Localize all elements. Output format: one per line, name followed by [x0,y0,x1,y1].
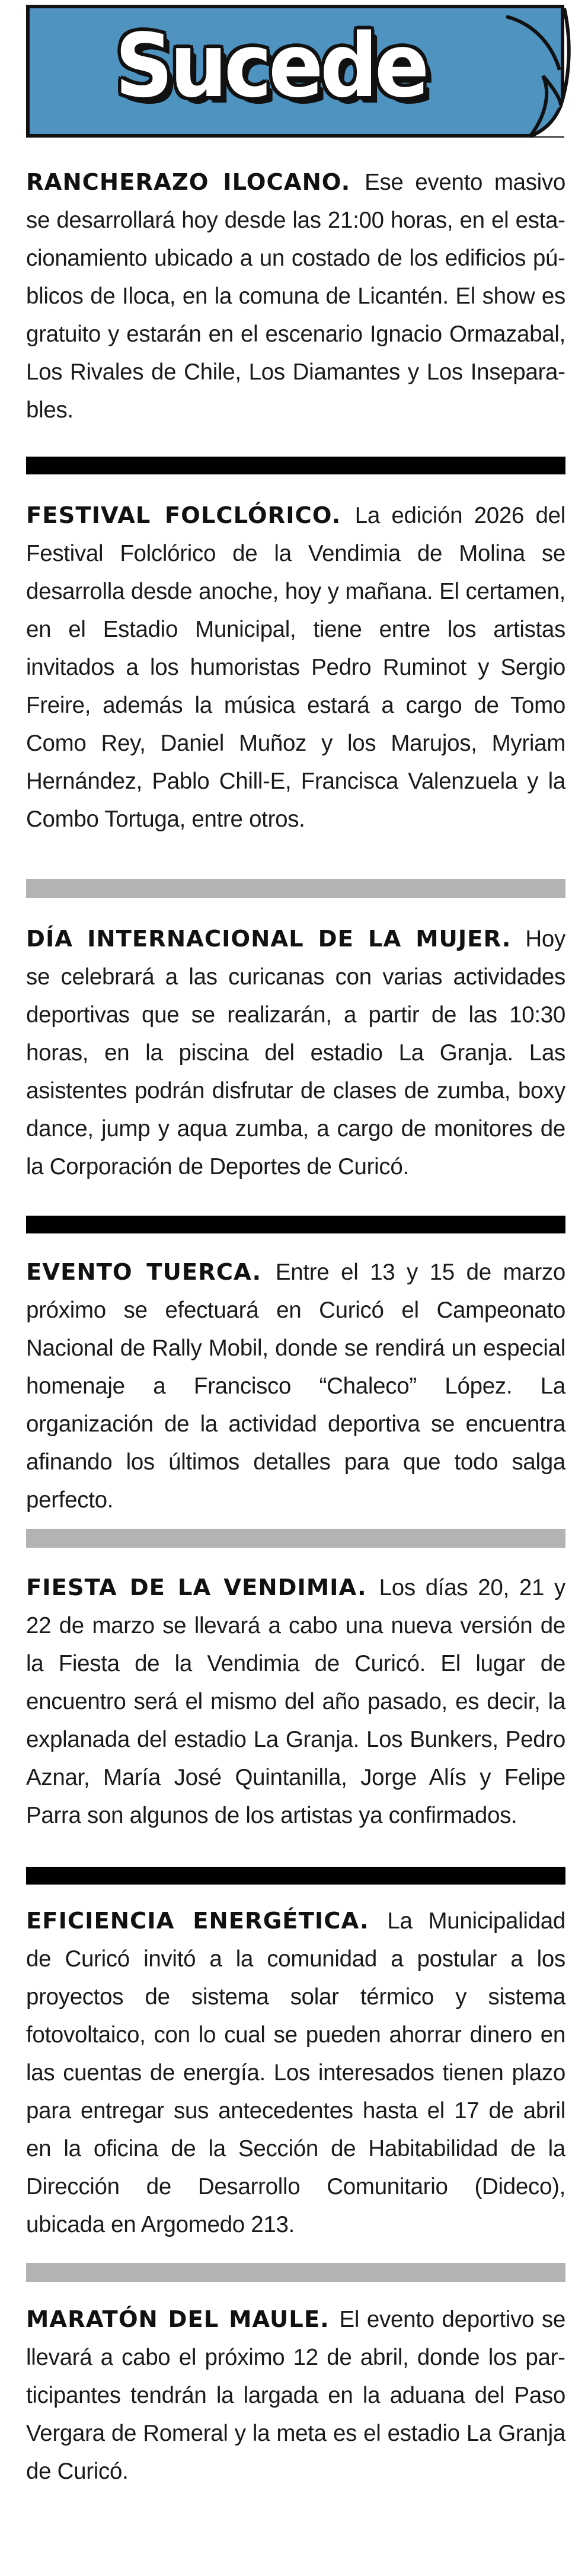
article-heading: FIESTA DE LA VENDIMIA. [26,1574,379,1601]
divider [26,1867,565,1885]
page-curl-icon [494,5,577,141]
article-heading: EVENTO TUERCA. [26,1259,276,1286]
divider [26,457,565,474]
divider [26,1216,565,1233]
article-eficiencia-energetica [26,1902,565,2244]
article-heading: EFICIENCIA ENERGÉTICA. [26,1908,388,1934]
divider [26,879,565,898]
article-heading: RANCHERAZO ILOCANO. [26,169,365,196]
section-header [26,5,577,141]
article-festival-folclorico [26,497,565,839]
article-body: Hoy se celebrará a las curicanas con varias actividades deportivas que se realizarán, a partir de las 10:30 horas, en la piscina del estadio La Granja. Las asistentes podrán disfrutar de clases de zumba, boxy dance, jump y aqua zumba, a cargo de monitores de la Corporación de Deportes de Curicó. [26,926,565,1179]
article-body: Ese evento masivo se desarrollará hoy desde las 21:00 horas, en el estacionamiento ubicado a un costado de los edificios públicos de Iloca, en la comuna de Licantén. El show es gratuito y estarán en el escenario Ignacio Ormazabal, Los Rivales de Chile, Los Diamantes y Los Inseparables. [26,170,565,423]
article-body: Entre el 13 y 15 de marzo próximo se efectuará en Curicó el Campeonato Nacional de Rally Mobil, donde se rendirá un especial homenaje a Francisco “Chaleco” López. La organización de la actividad deportiva se encuentra afinando los últimos detalles para que todo salga perfecto. [26,1260,565,1513]
article-heading: FESTIVAL FOLCLÓRICO. [26,502,355,529]
section-title: Sucede [115,15,426,117]
article-dia-mujer [26,920,565,1186]
article-heading: DÍA INTERNACIONAL DE LA MUJER. [26,926,526,952]
article-fiesta-vendimia [26,1569,565,1835]
divider [26,2263,565,2282]
article-rancherazo [26,164,565,429]
article-maraton-maule [26,2301,565,2491]
article-body: Los días 20, 21 y 22 de marzo se llevará a cabo una nueva versión de la Fiesta de la Vendimia de Curicó. El lugar de encuentro será el mismo del año pasado, es decir, la explanada del estadio La Granja. Los Bunkers, Pedro Aznar, María José Quintanilla, Jorge Alís y Felipe Parra son algunos de los artistas ya confirmados. [26,1575,566,1828]
article-body: La edición 2026 del Festival Folclórico de la Vendimia de Molina se desarrolla desde anoche, hoy y mañana. El certamen, en el Estadio Municipal, tiene entre los artistas invitados a los humoristas Pedro Ruminot y Sergio Freire, además la música estará a cargo de Tomo Como Rey, Daniel Muñoz y los Marujos, Myriam Hernández, Pablo Chill-E, Francisca Valenzuela y la Combo Tortuga, entre otros. [26,503,565,832]
article-body: El evento deportivo se llevará a cabo el próximo 12 de abril, donde los participantes tendrán la largada en la aduana del Paso Vergara de Romeral y la meta es el estadio La Granja de Curicó. [26,2307,565,2484]
article-body: La Municipalidad de Curicó invitó a la comunidad a postular a los proyectos de sistema solar térmico y sistema fotovoltaico, con lo cual se pueden ahorrar dinero en las cuentas de energía. Los interesados tienen plazo para entregar sus antecedentes hasta el 17 de abril en la oficina de la Sección de Habitabilidad de la Dirección de Desarrollo Comunitario (Dideco), ubicada en Argomedo 213. [26,1908,565,2237]
divider [26,1529,565,1548]
article-evento-tuerca [26,1254,565,1519]
article-heading: MARATÓN DEL MAULE. [26,2306,340,2333]
